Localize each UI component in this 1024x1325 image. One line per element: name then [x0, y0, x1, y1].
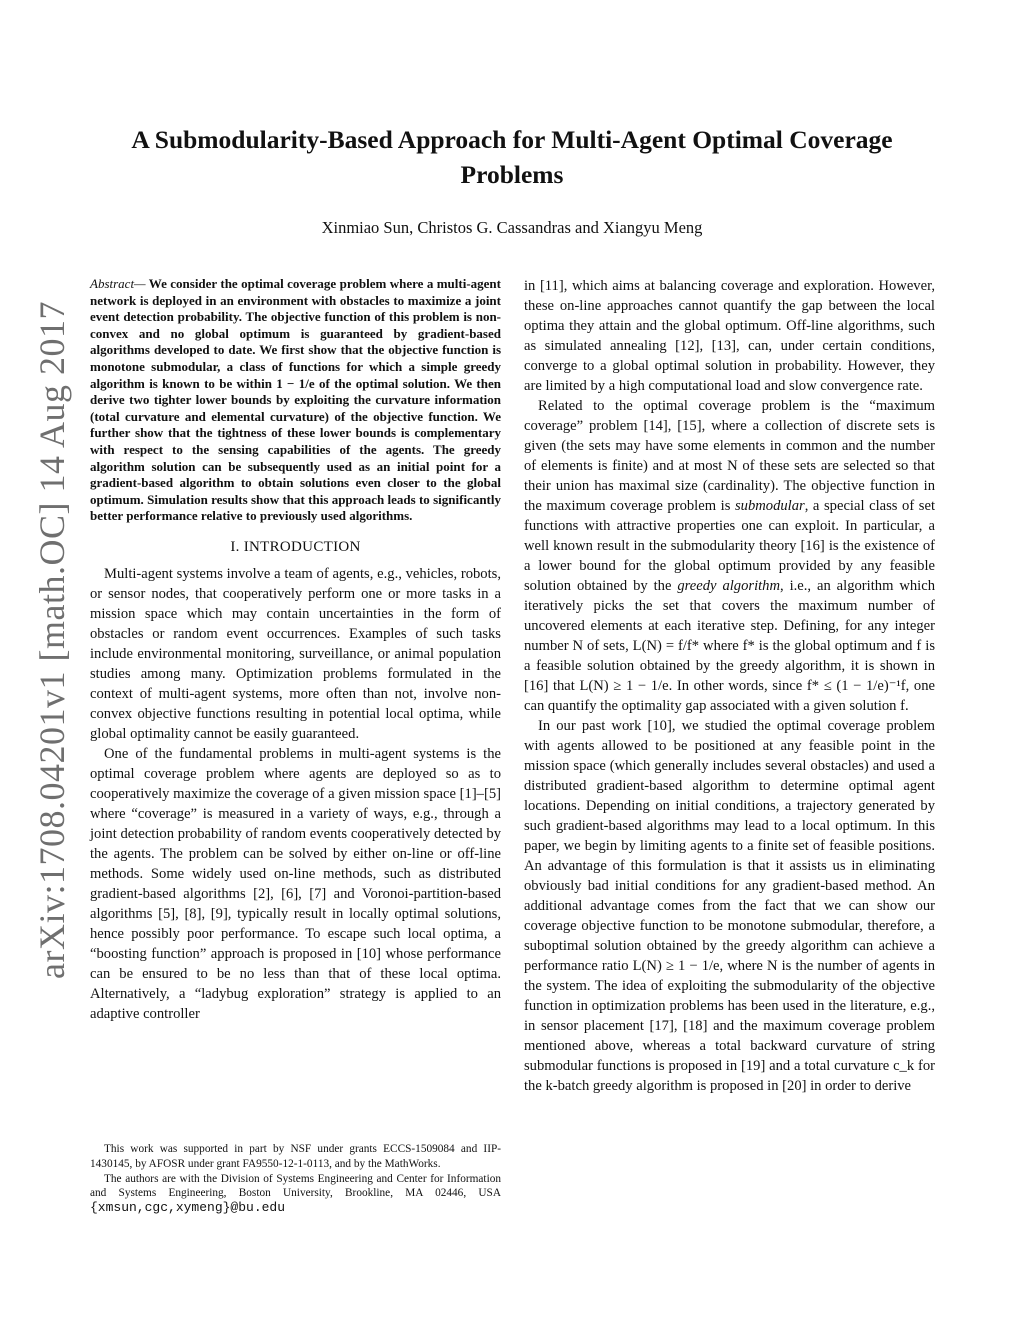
author-email: {xmsun,cgc,xymeng}@bu.edu [90, 1200, 286, 1216]
section-heading-introduction: I. INTRODUCTION [230, 538, 361, 555]
paragraph: One of the fundamental problems in multi-agent systems is the optimal coverage problem where agents are deployed so as to cooperatively maximize the coverage of a given mission space [1]–[5] where “coverage” is measured in a variety of ways, e.g., through a joint detection probability of random events cooperatively detected by the agents. The problem can be solved by either on-line or off-line methods. Some widely used on-line methods, such as distributed gradient-based algorithms [2], [6], [7] and Voronoi-partition-based algorithms [5], [8], [9], typically result in locally optimal solutions, hence possibly poor performance. To escape such local optima, a “boosting function” approach is proposed in [10] whose performance can be ensured to be no less than that of these local optima. Alternatively, a “ladybug exploration” strategy is applied to an adaptive controller [90, 745, 501, 1022]
emphasis-greedy-algorithm: greedy algorithm [677, 578, 781, 594]
author-list: Xinmiao Sun, Christos G. Cassandras and Xiangyu Meng [321, 218, 703, 237]
paper-title: A Submodularity-Based Approach for Multi-Agent Optimal Coverage Problems [131, 125, 893, 189]
paragraph: Multi-agent systems involve a team of agents, e.g., vehicles, robots, or sensor nodes, that cooperatively perform one or more tasks in a mission space which may contain uncertainties in the form of obstacles or random event occurrences. Examples of such tasks include environmental monitoring, surveillance, or animal population studies among many. Optimization problems formulated in the context of multi-agent systems, more often than not, involve non-convex objective functions resulting in potential local optima, while global optimality cannot be easily guaranteed. [90, 565, 501, 742]
arxiv-identifier: arXiv:1708.04201v1 [math.OC] 14 Aug 2017 [32, 301, 72, 979]
text-run: , i.e., an algorithm which iteratively picks the set that covers the maximum number of uncovered elements at each iterative step. Defining, for any integer number N of sets, L(N) = f/f* where f* is the global optimum and f is a feasible solution obtained by the greedy algorithm, it is shown in [16] that L(N) ≥ 1 − 1/e. In other words, since f* ≤ (1 − 1/e)⁻¹f, one can quantify the optimality gap associated with a given solution f. [524, 578, 935, 714]
footnotes [90, 1142, 501, 1216]
paragraph: In our past work [10], we studied the optimal coverage problem with agents allowed to be positioned at any feasible point in the mission space (which generally includes several obstacles) and used a distributed gradient-based algorithm to determine optimal agent locations. Depending on initial conditions, a trajectory generated by such gradient-based algorithms may lead to a local optimum. In this paper, we begin by limiting agents to a finite set of feasible positions. An advantage of this formulation is that it assists us in eliminating obviously bad initial conditions for any gradient-based method. An additional advantage comes from the fact that we can show our coverage objective function to be monotone submodular, therefore, a suboptimal solution obtained by the greedy algorithm can achieve a performance ratio L(N) ≥ 1 − 1/e, where N is the number of agents in the system. The idea of exploiting the submodularity of the objective function in optimization problems has been used in the literature, e.g., in sensor placement [17], [18] and the maximum coverage problem mentioned above, whereas a total backward curvature of string submodular functions is proposed in [19] and a total curvature c_k for the k-batch greedy algorithm is proposed in [20] in order to derive [524, 718, 935, 1094]
paragraph [524, 396, 935, 716]
emphasis-submodular: submodular [734, 498, 805, 514]
paragraph: in [11], which aims at balancing coverage and exploration. However, these on-line approaches cannot quantify the gap between the local optima they attain and the global optimum. Off-line algorithms, such as simulated annealing [12], [13], can, under certain conditions, converge to a global optimal solution in probability. However, they are limited by a high computational load and slow convergence rate. [524, 278, 935, 394]
abstract-label: Abstract— [90, 276, 146, 291]
text-run: Related to the optimal coverage problem is the “maximum coverage” problem [14], [15], where a collection of discrete sets is given (the sets may have some elements in common and the number of elements is finite) and at most N of these sets are selected so that their union has maximal size (cardinality). The objective function in the maximum coverage problem is [524, 398, 935, 514]
affiliation-text: The authors are with the Division of Systems Engineering and Center for Information and Systems Engineering, Boston University, Brookline, MA 02446, USA [90, 1172, 501, 1200]
affiliation-footnote [90, 1172, 501, 1216]
text-run: , a special class of set functions with attractive properties one can exploit. In particular, a well known result in the submodularity theory [16] is the existence of a lower bound for the global optimum provided by any feasible solution obtained by the [524, 498, 936, 594]
abstract [90, 276, 501, 525]
right-column-body [524, 276, 935, 1096]
introduction-body [90, 564, 501, 1024]
funding-footnote: This work was supported in part by NSF under grants ECCS-1509084 and IIP-1430145, by AFOSR under grant FA9550-12-1-0113, and by the MathWorks. [90, 1143, 501, 1170]
abstract-text: We consider the optimal coverage problem where a multi-agent network is deployed in an environment with obstacles to maximize a joint event detection probability. The objective function of this problem is non-convex and no global optimum is guaranteed by gradient-based algorithms developed to date. We first show that the objective function is monotone submodular, a class of functions for which a simple greedy algorithm is known to be within 1 − 1/e of the optimal solution. We then derive two tighter lower bounds by exploiting the curvature information (total curvature and elemental curvature) of the objective function. We further show that the tightness of these lower bounds is complementary with respect to the sensing capabilities of the agents. The greedy algorithm solution can be subsequently used as an initial point for a gradient-based algorithm to obtain solutions even closer to the global optimum. Simulation results show that this approach leads to significantly better performance relative to previously used algorithms. [90, 276, 501, 524]
left-column [90, 276, 501, 1024]
right-column [524, 276, 935, 1096]
